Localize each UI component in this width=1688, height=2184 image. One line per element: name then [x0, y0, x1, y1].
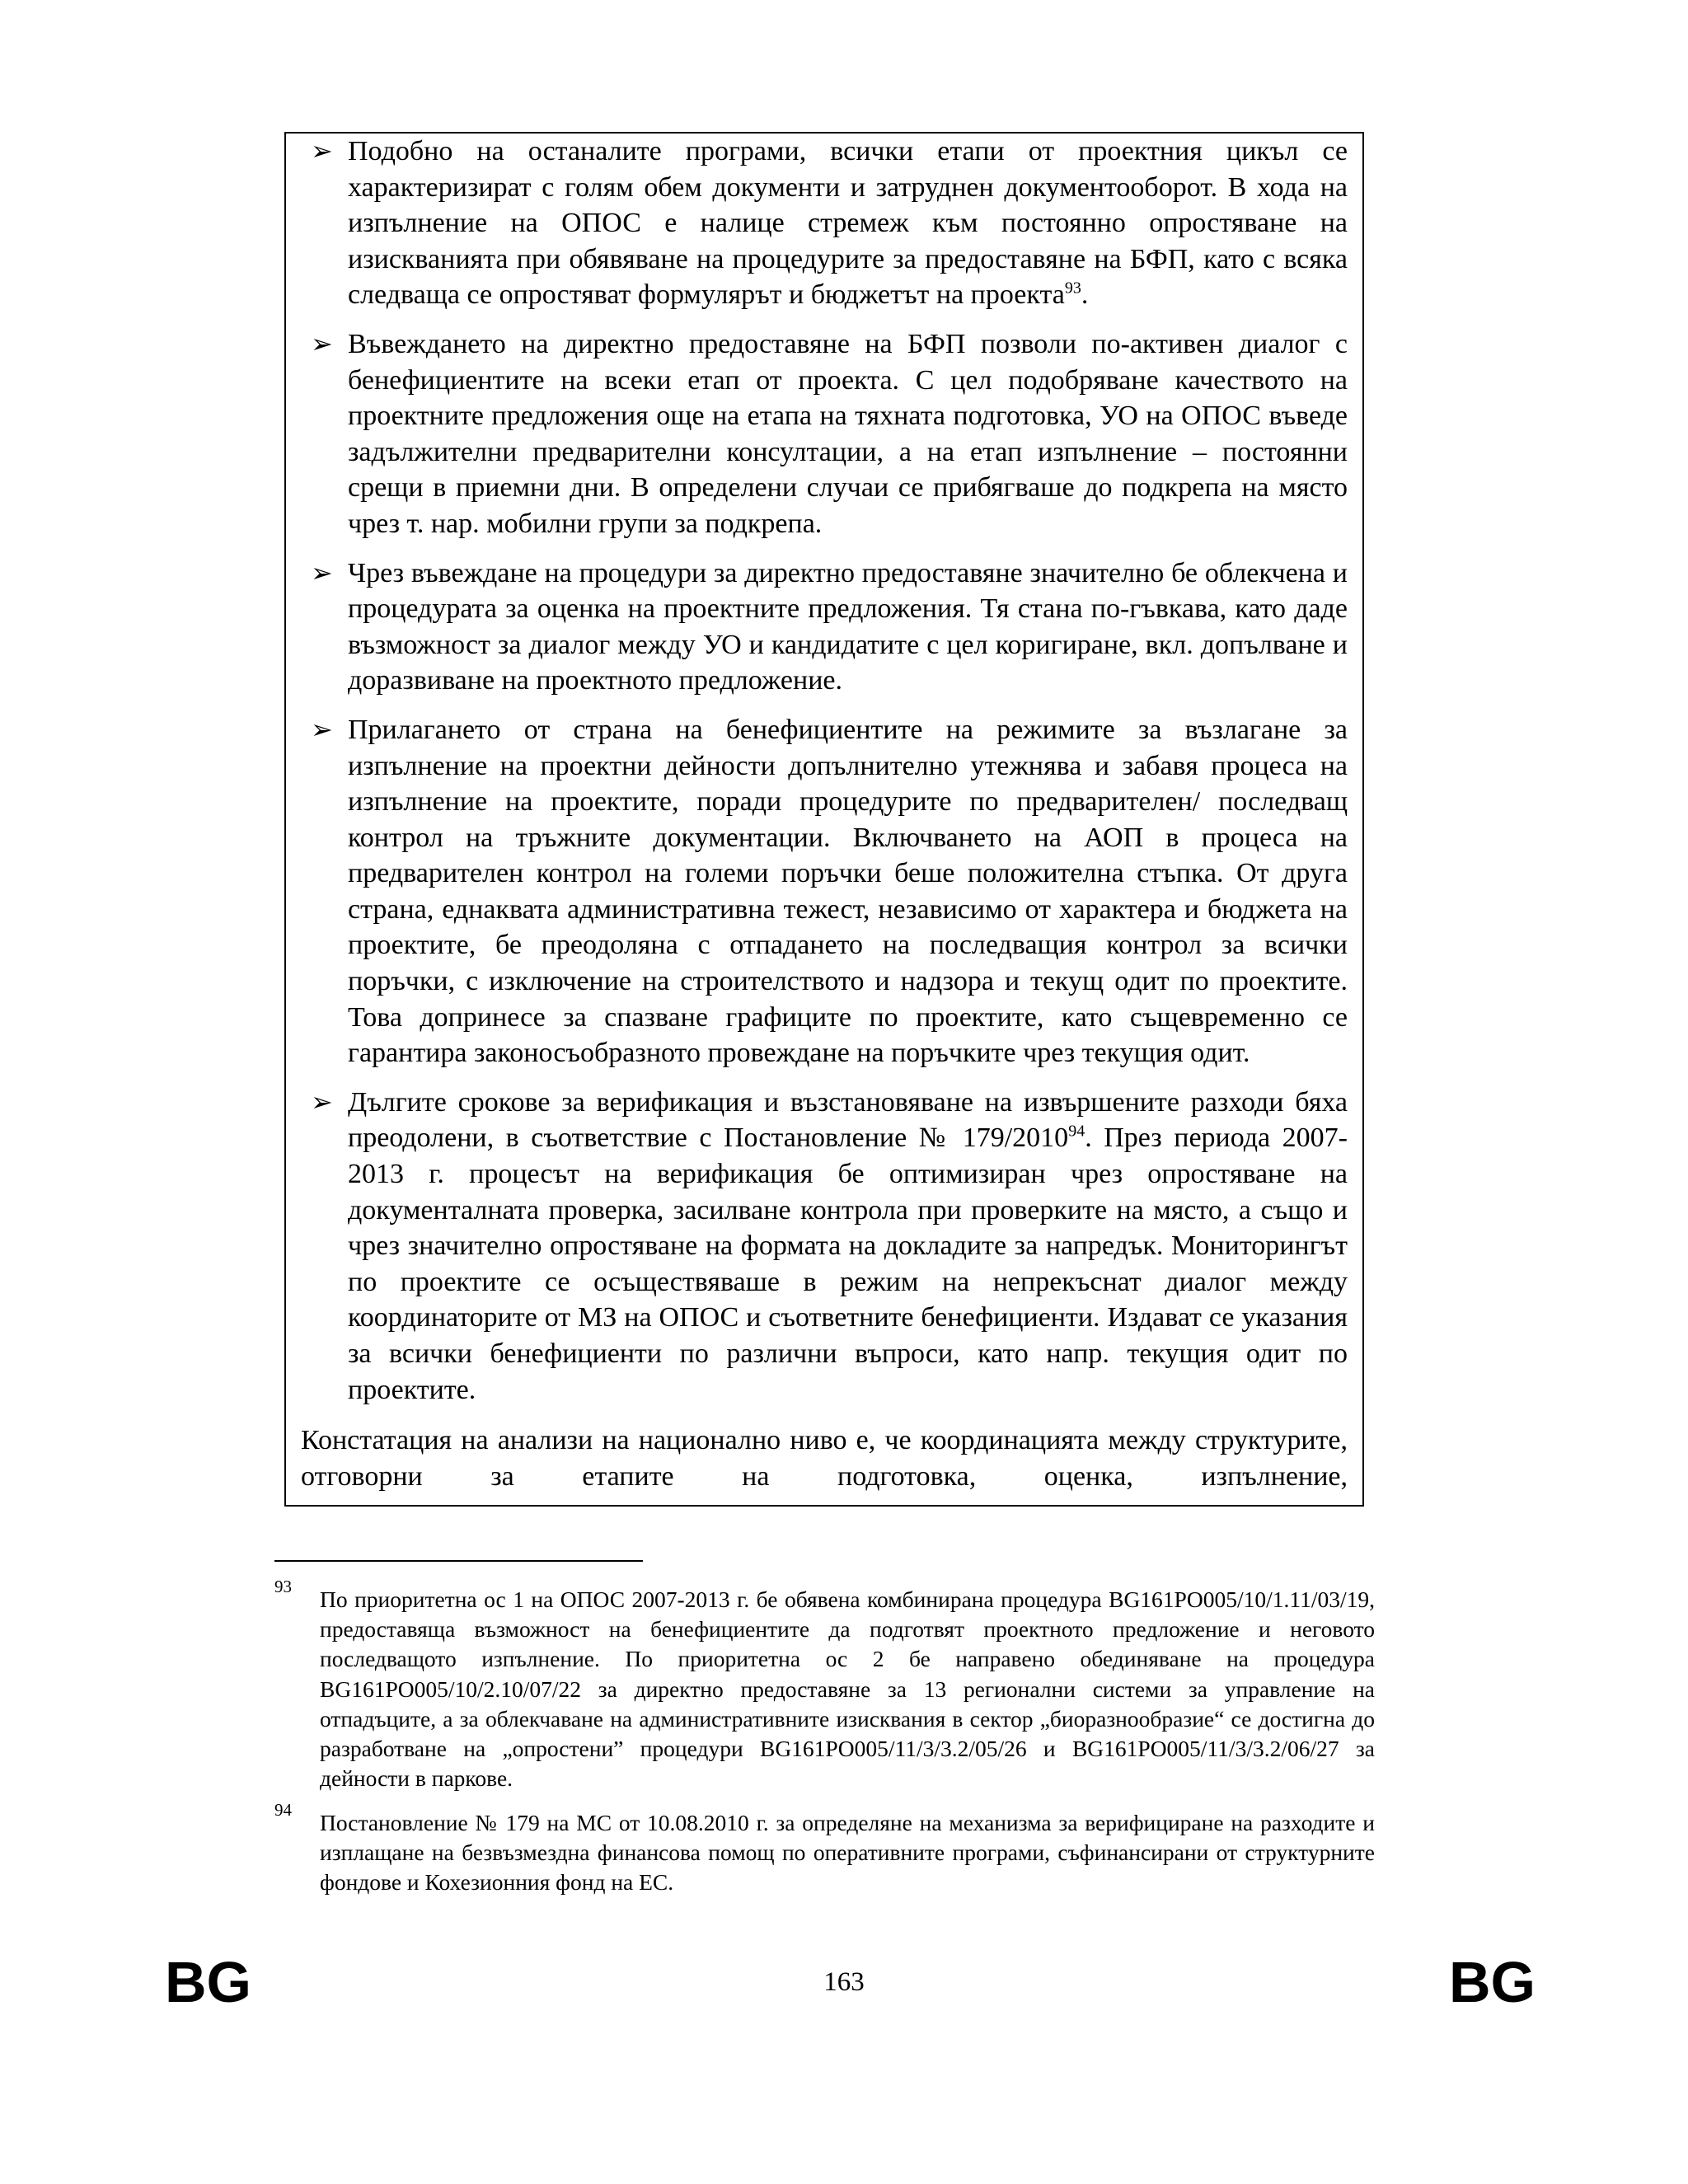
boxed-text-frame	[284, 132, 1364, 1507]
bullet-item-4	[286, 712, 1362, 1071]
footnote-ref-93[interactable]: 93	[1064, 279, 1081, 298]
bullet-item-3	[286, 555, 1362, 699]
bullet-list	[286, 134, 1362, 1408]
bullet-item-1	[286, 134, 1362, 313]
footnote-separator	[274, 1560, 643, 1562]
bullet-text-4: Прилагането от страна на бенефициентите на режимите за възлагане за изпълнение на проектни дейности допълнително утежнява и забавя процеса на изпълнение на проектите, поради процедурите по предварителен/ последващ контрол на тръжните документации. Включването на АОП в процеса на предварителен контрол на големи поръчки беше положителна стъпка. От друга страна, еднаквата административна тежест, независимо от характера и бюджета на проектите, бе преодоляна с отпадането на последващия контрол за всички поръчки, с изключение на строителството и надзора и текущ одит по проектите. Това допринесе за спазване графиците по проектите, като същевременно се гарантира законосъобразното провеждане на поръчките чрез текущия одит.	[348, 714, 1348, 1069]
arrowhead-bullet-icon: ➢	[311, 328, 333, 359]
page-number: 163	[823, 1967, 865, 1997]
bullet-text-3: Чрез въвеждане на процедури за директно предоставяне значително бе облекчена и процедурата за оценка на проектните предложения. Тя стана по-гъвкава, като даде възможност за диалог между УО и кандидатите с цел коригиране, вкл. допълване и доразвиване на проектното предложение.	[348, 557, 1348, 696]
bullet-text-2: Въвеждането на директно предоставяне на БФП позволи по-активен диалог с бенефициентите на всеки етап от проекта. С цел подобряване качеството на проектните предложения още на етапа на тяхната подготовка, УО на ОПОС въведе задължителни предварителни консултации, а на етап изпълнение – постоянни срещи в приемни дни. В определени случаи се прибягваше до подкрепа на място чрез т. нар. мобилни групи за подкрепа.	[348, 328, 1348, 539]
arrowhead-bullet-icon: ➢	[311, 1086, 333, 1117]
bullet-item-5	[286, 1085, 1362, 1408]
footnote-text: Постановление № 179 на МС от 10.08.2010 г. за определяне на механизма за верифициране на разходите и изплащане на безвъзмездна финансова помощ по оперативните програми, съфинансирани от структурните фондове и Кохезионния фонд на ЕС.	[320, 1810, 1375, 1896]
arrowhead-bullet-icon: ➢	[311, 557, 333, 588]
footnote-number: 93	[274, 1577, 292, 1596]
footnote-93	[274, 1577, 1375, 1793]
final-paragraph: Констатация на анализи на национално ниво е, че координацията между структурите, отговорни за етапите на подготовка, оценка, изпълнение,	[301, 1425, 1348, 1492]
footnote-number: 94	[274, 1800, 292, 1820]
footnote-94	[274, 1800, 1375, 1898]
language-mark-left: BG	[165, 1950, 251, 2014]
bullet-text-1: Подобно на останалите програми, всички етапи от проектния цикъл се характеризират с голям обем документи и затруднен документооборот. В хода на изпълнение на ОПОС е налице стремеж към постоянно опростяване на изискванията при обявяване на процедурите за предоставяне на БФП, като с всяка следваща се опростяват формулярът и бюджетът на проекта$^{93}$.	[348, 136, 1348, 311]
bullet-text-5: Дългите срокове за верификация и възстановяване на извършените разходи бяха преодолени, в съответствие с Постановление № 179/2010$^{94}$. През периода 2007-2013 г. процесът на верификация бе оптимизиран чрез опростяване на документалната проверка, засилване контрола при проверките на място, а също и чрез значително опростяване на формата на докладите за напредък. Мониторингът по проектите се осъществяваше в режим на непрекъснат диалог между координаторите от МЗ на ОПОС и съответните бенефициенти. Издават се указания за всички бенефициенти по различни въпроси, като напр. текущия одит по проектите.	[348, 1086, 1348, 1405]
arrowhead-bullet-icon: ➢	[311, 136, 333, 166]
footnote-ref-94[interactable]: 94	[1068, 1122, 1085, 1141]
bullet-item-2	[286, 326, 1362, 542]
arrowhead-bullet-icon: ➢	[311, 714, 333, 744]
footnote-text: По приоритетна ос 1 на ОПОС 2007-2013 г. бе обявена комбинирана процедура BG161PO005/10/1.11/03/19, предоставяща възможност на бенефициентите да подготвят проектното предложение и неговото последващото изпълнение. По приоритетна ос 2 бе направено обединяване на процедура BG161PO005/10/2.10/07/22 за директно предоставяне за 13 регионални системи за управление на отпадъците, а за облекчаване на административните изисквания в сектор „биоразнообразие“ се достигна до разработване на „опростени” процедури BG161PO005/11/3/3.2/05/26 и BG161PO005/11/3/3.2/06/27 за дейности в паркове.	[320, 1586, 1375, 1792]
language-mark-right: BG	[1449, 1950, 1536, 2014]
